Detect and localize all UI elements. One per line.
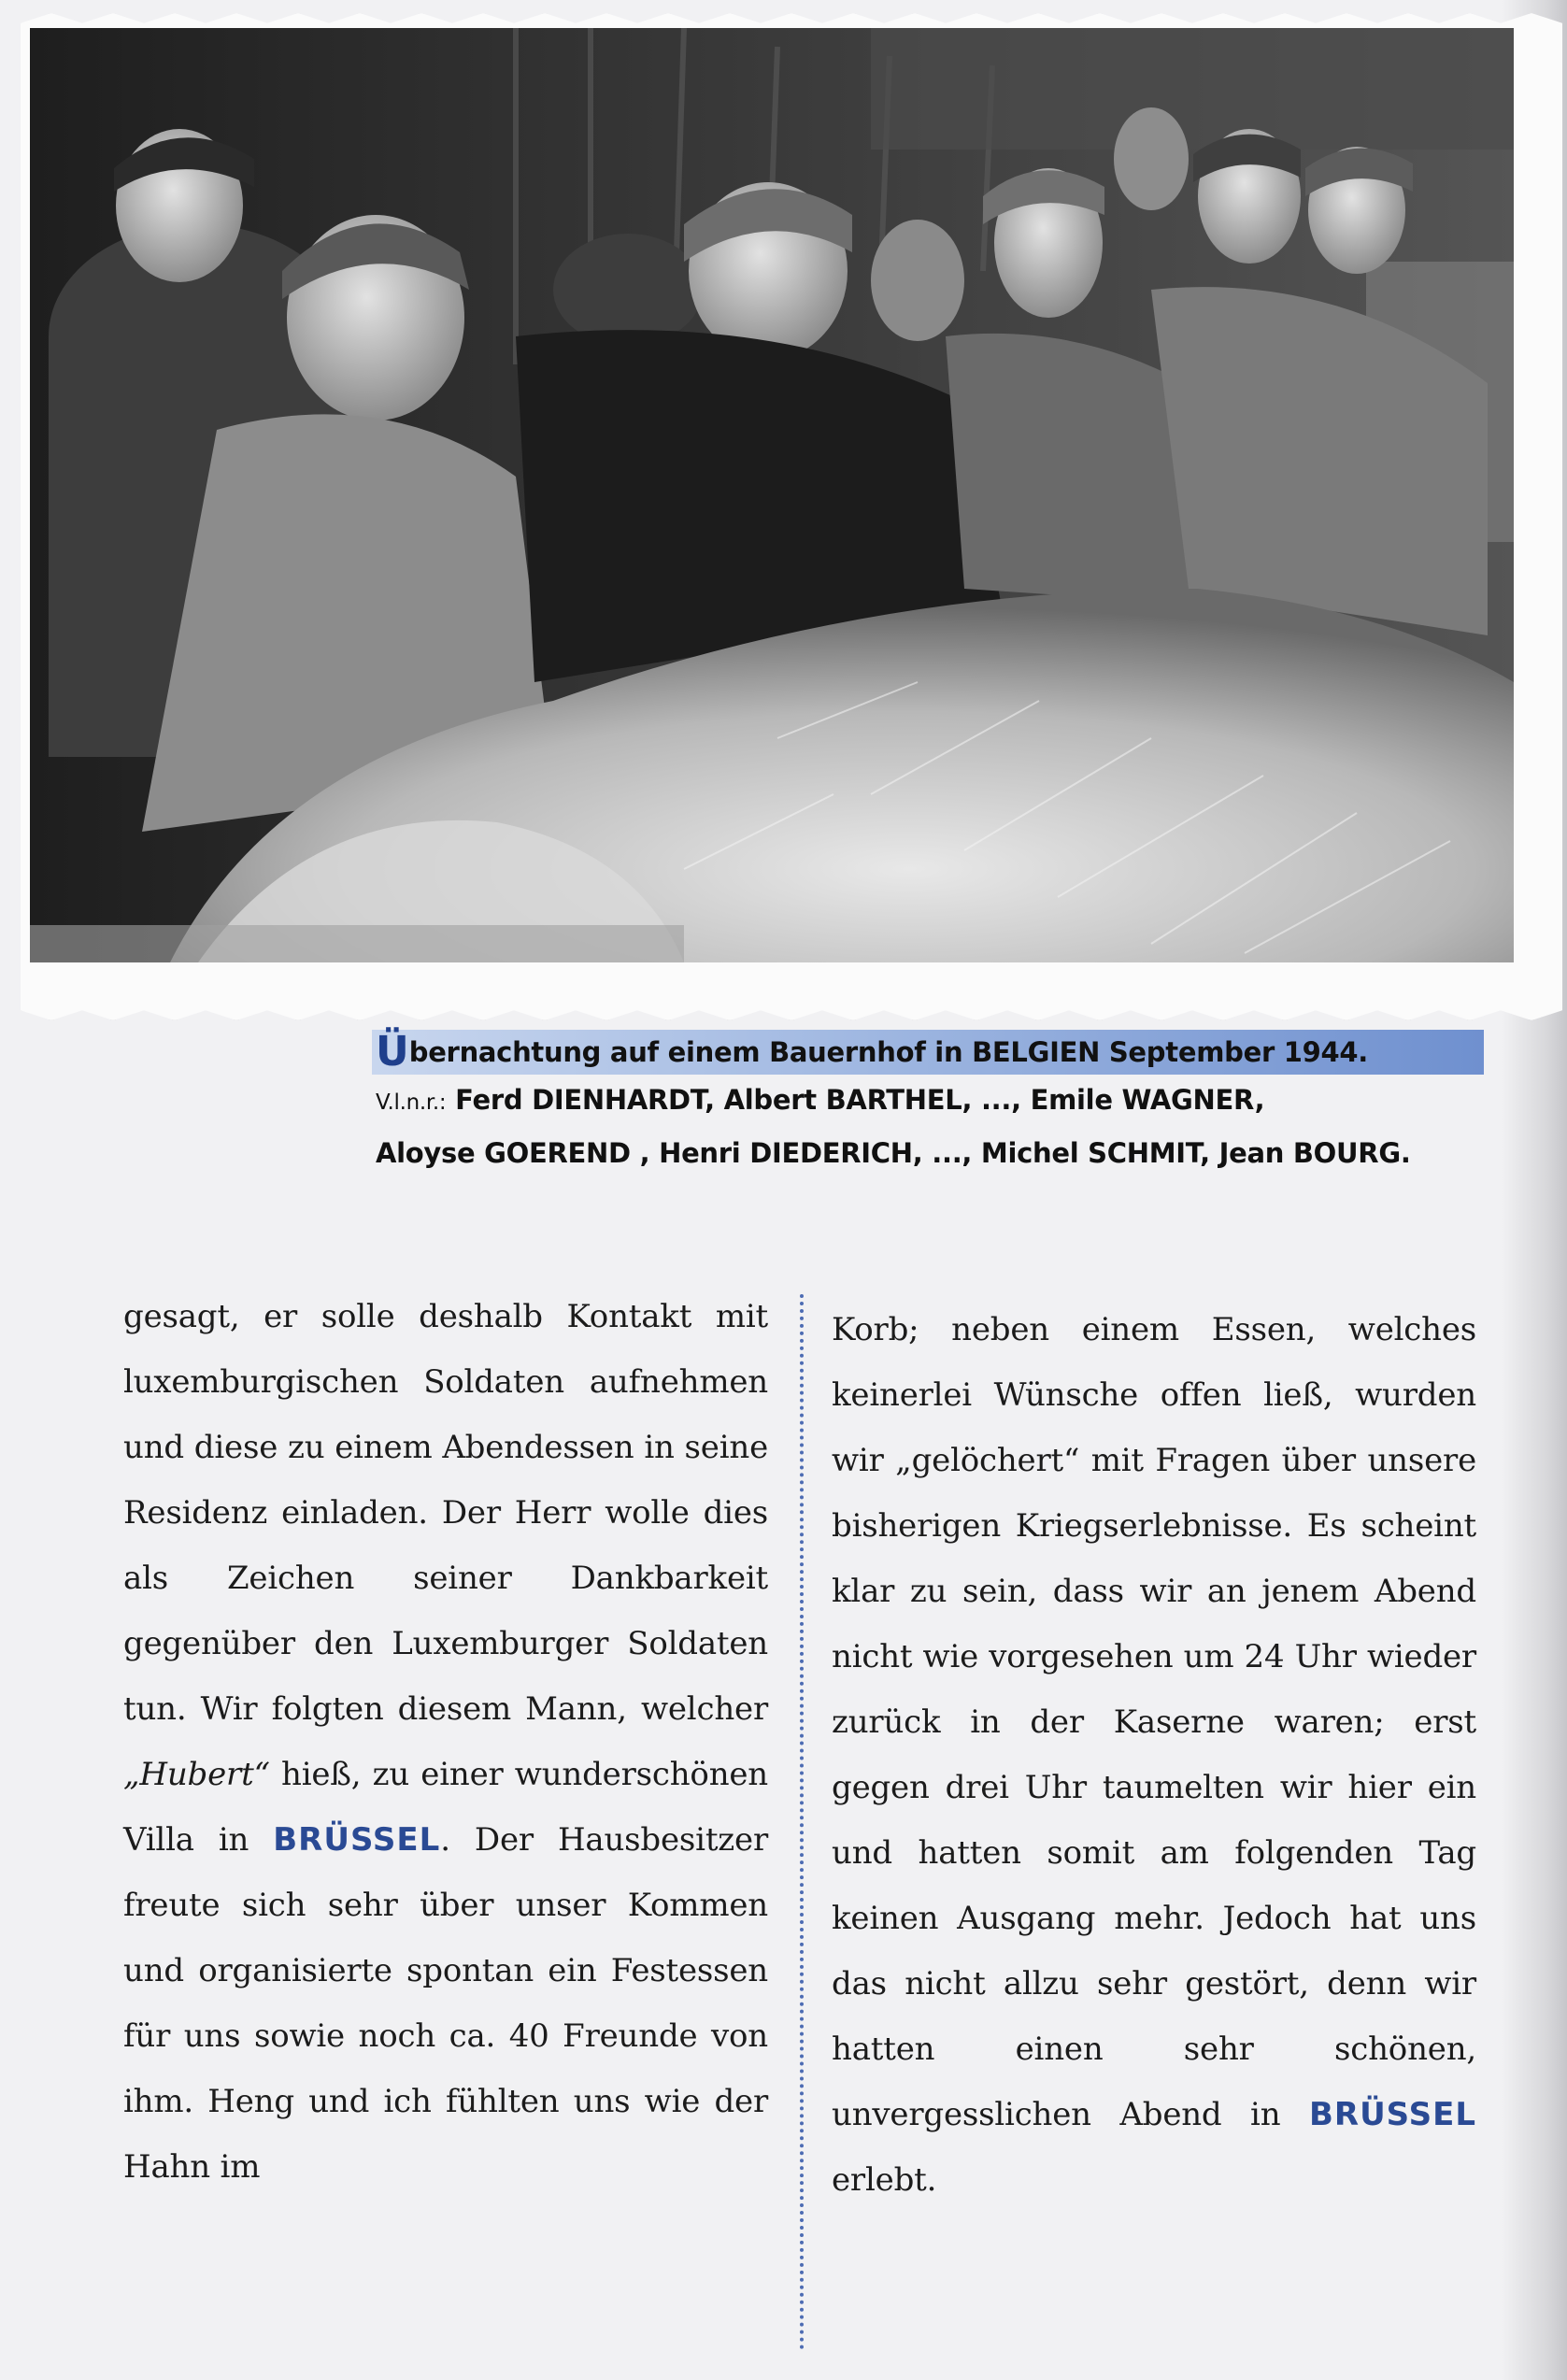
name-hubert: „Hubert“: [123, 1756, 270, 1793]
caption-initial: Ü: [376, 1028, 409, 1076]
text-left-part3: . Der Hausbesitzer freute sich sehr über unser Kommen und organisierte spontan ein Festessen für uns sowie noch ca. 40 Freunde von ihm. Heng und ich fühlten uns wie der Hahn im: [123, 1821, 768, 2186]
text-right-part2: erlebt.: [832, 2161, 937, 2199]
caption-prefix: V.l.n.r.:: [376, 1090, 447, 1115]
text-column-left: [123, 1284, 768, 2200]
text-left-part1: gesagt, er solle deshalb Kontakt mit luxemburgischen Soldaten aufnehmen und diese zu einem Abendessen in seine Residenz einladen. Der Herr wolle dies als Zeichen seiner Dankbarkeit gegenüber den Luxemburger Soldaten tun. Wir folgten diesem Mann, welcher: [123, 1298, 768, 1728]
caption-title: bernachtung auf einem Bauernhof in BELGIEN September 1944.: [408, 1036, 1368, 1068]
caption-names-1: Ferd DIENHARDT, Albert BARTHEL, ..., Emile WAGNER,: [455, 1084, 1265, 1116]
text-column-right: [832, 1297, 1476, 2213]
paragraph-left: [123, 1284, 768, 2200]
caption-people-line-2: [372, 1128, 1484, 1178]
caption-title-bar: [372, 1030, 1484, 1075]
caption-names-2: Aloyse GOEREND , Henri DIEDERICH, ..., Michel SCHMIT, Jean BOURG.: [376, 1137, 1411, 1169]
paragraph-right: [832, 1297, 1476, 2213]
place-brussels-left: BRÜSSEL: [273, 1821, 441, 1859]
caption-people-line-1: [372, 1075, 1484, 1128]
soldiers-photo: [30, 28, 1514, 962]
text-left-part2: hieß, zu einer wunderschönen Villa in: [123, 1756, 769, 1859]
text-right-part1: Korb; neben einem Essen, welches keinerlei Wünsche offen ließ, wurden wir „gelöchert“ mit Fragen über unsere bisherigen Kriegserlebnisse. Es scheint klar zu sein, dass wir an jenem Abend nicht wie vorgesehen um 24 Uhr wieder zurück in der Kaserne waren; erst gegen drei Uhr taumelten wir hier ein und hatten somit am folgenden Tag keinen Ausgang mehr. Jedoch hat uns das nicht allzu sehr gestört, denn wir hatten einen sehr schönen, unvergesslichen Abend in: [832, 1311, 1476, 2133]
column-divider: [800, 1294, 804, 2350]
place-brussels-right: BRÜSSEL: [1308, 2096, 1477, 2133]
photo-caption: [372, 1030, 1484, 1178]
